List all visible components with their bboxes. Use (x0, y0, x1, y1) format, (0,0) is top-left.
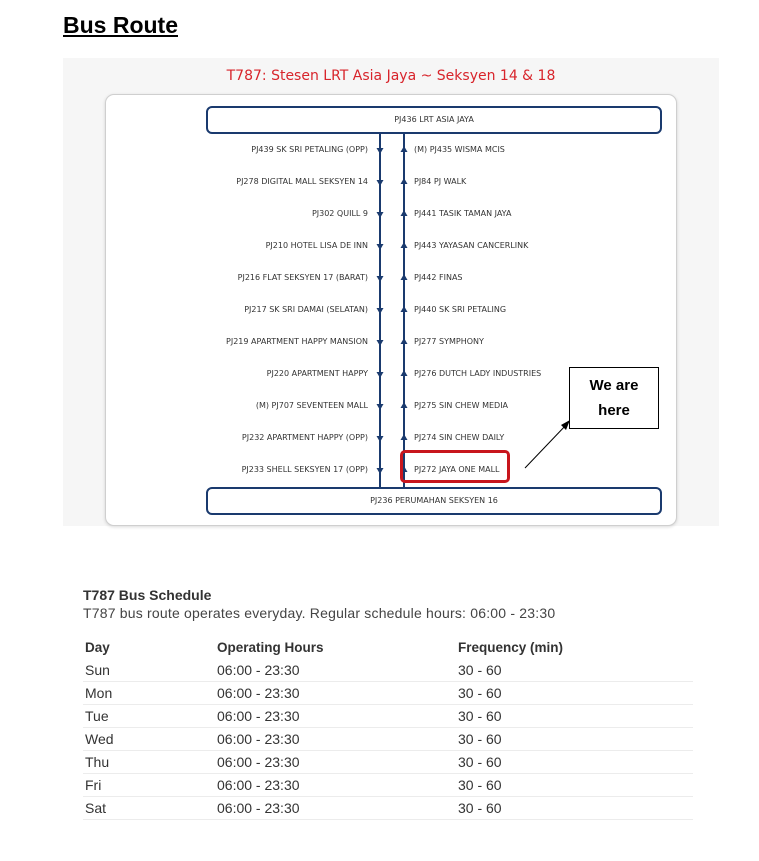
current-stop-highlight (400, 450, 510, 483)
frequency-cell: 30 - 60 (456, 659, 693, 682)
start-terminal: PJ436 LRT ASIA JAYA (206, 106, 662, 134)
up-arrow-icon (401, 146, 408, 152)
down-arrow-icon (377, 340, 384, 346)
stop-label-right: PJ443 YAYASAN CANCERLINK (414, 241, 529, 250)
stop-label-left: PJ220 APARTMENT HAPPY (266, 369, 368, 378)
stop-label-left: PJ233 SHELL SEKSYEN 17 (OPP) (241, 465, 368, 474)
schedule-table (83, 635, 693, 820)
frequency-cell: 30 - 60 (456, 751, 693, 774)
down-arrow-icon (377, 372, 384, 378)
stop-label-right: PJ275 SIN CHEW MEDIA (414, 401, 509, 410)
stop-label-left: PJ302 QUILL 9 (311, 209, 368, 218)
callout-line-1: We are (589, 377, 639, 394)
stop-label-right: PJ441 TASIK TAMAN JAYA (414, 209, 512, 218)
frequency-cell: 30 - 60 (456, 705, 693, 728)
stop-label-right: (M) PJ435 WISMA MCIS (414, 145, 505, 154)
you-are-here-callout (569, 367, 659, 429)
stop-label-right: PJ277 SYMPHONY (414, 337, 484, 346)
frequency-cell: 30 - 60 (456, 774, 693, 797)
table-row (83, 705, 693, 728)
frequency-cell: 30 - 60 (456, 797, 693, 820)
stop-label-left: PJ439 SK SRI PETALING (OPP) (251, 145, 368, 154)
day-cell: Tue (83, 705, 215, 728)
bus-schedule (83, 587, 703, 820)
frequency-cell: 30 - 60 (456, 728, 693, 751)
stop-label-right: PJ84 PJ WALK (414, 177, 467, 186)
day-cell: Sat (83, 797, 215, 820)
up-arrow-icon (401, 402, 408, 408)
table-row (83, 774, 693, 797)
stop-label-right: PJ440 SK SRI PETALING (414, 305, 507, 314)
hours-cell: 06:00 - 23:30 (215, 774, 456, 797)
day-cell: Fri (83, 774, 215, 797)
hours-cell: 06:00 - 23:30 (215, 751, 456, 774)
callout-line-2: here (598, 402, 630, 419)
hours-cell: 06:00 - 23:30 (215, 797, 456, 820)
up-arrow-icon (401, 434, 408, 440)
up-arrow-icon (401, 370, 408, 376)
header-operating-hours: Operating Hours (217, 639, 324, 655)
down-arrow-icon (377, 244, 384, 250)
table-row (83, 797, 693, 820)
day-cell: Thu (83, 751, 215, 774)
stop-label-left: (M) PJ707 SEVENTEEN MALL (255, 401, 368, 410)
down-arrow-icon (377, 276, 384, 282)
up-arrow-icon (401, 242, 408, 248)
page-title: Bus Route (63, 12, 178, 38)
stop-label-right: PJ274 SIN CHEW DAILY (414, 433, 505, 442)
route-map-panel (63, 58, 719, 526)
stop-label-right: PJ442 FINAS (414, 273, 463, 282)
hours-cell: 06:00 - 23:30 (215, 728, 456, 751)
header-day: Day (85, 639, 110, 655)
stop-label-left: PJ217 SK SRI DAMAI (SELATAN) (244, 305, 368, 314)
route-title: T787: Stesen LRT Asia Jaya ~ Seksyen 14 & 18 (226, 68, 556, 84)
day-cell: Wed (83, 728, 215, 751)
up-arrow-icon (401, 306, 408, 312)
hours-cell: 06:00 - 23:30 (215, 682, 456, 705)
down-arrow-icon (377, 436, 384, 442)
up-arrow-icon (401, 338, 408, 344)
hours-cell: 06:00 - 23:30 (215, 705, 456, 728)
day-cell: Mon (83, 682, 215, 705)
stop-label-left: PJ219 APARTMENT HAPPY MANSION (226, 337, 368, 346)
table-row (83, 728, 693, 751)
stop-label-left: PJ232 APARTMENT HAPPY (OPP) (241, 433, 368, 442)
schedule-title: T787 Bus Schedule (83, 587, 212, 603)
table-row (83, 682, 693, 705)
day-cell: Sun (83, 659, 215, 682)
schedule-description: T787 bus route operates everyday. Regular schedule hours: 06:00 - 23:30 (83, 605, 556, 621)
down-arrow-icon (377, 180, 384, 186)
down-arrow-icon (377, 308, 384, 314)
up-arrow-icon (401, 274, 408, 280)
hours-cell: 06:00 - 23:30 (215, 659, 456, 682)
stop-label-right: PJ272 JAYA ONE MALL (414, 465, 500, 474)
stop-label-left: PJ210 HOTEL LISA DE INN (265, 241, 368, 250)
up-arrow-icon (401, 178, 408, 184)
table-row (83, 751, 693, 774)
up-arrow-icon (401, 210, 408, 216)
route-diagram (105, 94, 677, 526)
down-arrow-icon (377, 148, 384, 154)
stop-label-left: PJ278 DIGITAL MALL SEKSYEN 14 (236, 177, 368, 186)
down-arrow-icon (377, 404, 384, 410)
stop-label-right: PJ276 DUTCH LADY INDUSTRIES (414, 369, 542, 378)
route-lines (106, 95, 676, 525)
stop-label-left: PJ216 FLAT SEKSYEN 17 (BARAT) (237, 273, 368, 282)
down-arrow-icon (377, 468, 384, 474)
header-frequency: Frequency (min) (458, 639, 564, 655)
end-terminal: PJ236 PERUMAHAN SEKSYEN 16 (206, 487, 662, 515)
frequency-cell: 30 - 60 (456, 682, 693, 705)
table-row (83, 659, 693, 682)
schedule-header-row (83, 635, 693, 659)
down-arrow-icon (377, 212, 384, 218)
